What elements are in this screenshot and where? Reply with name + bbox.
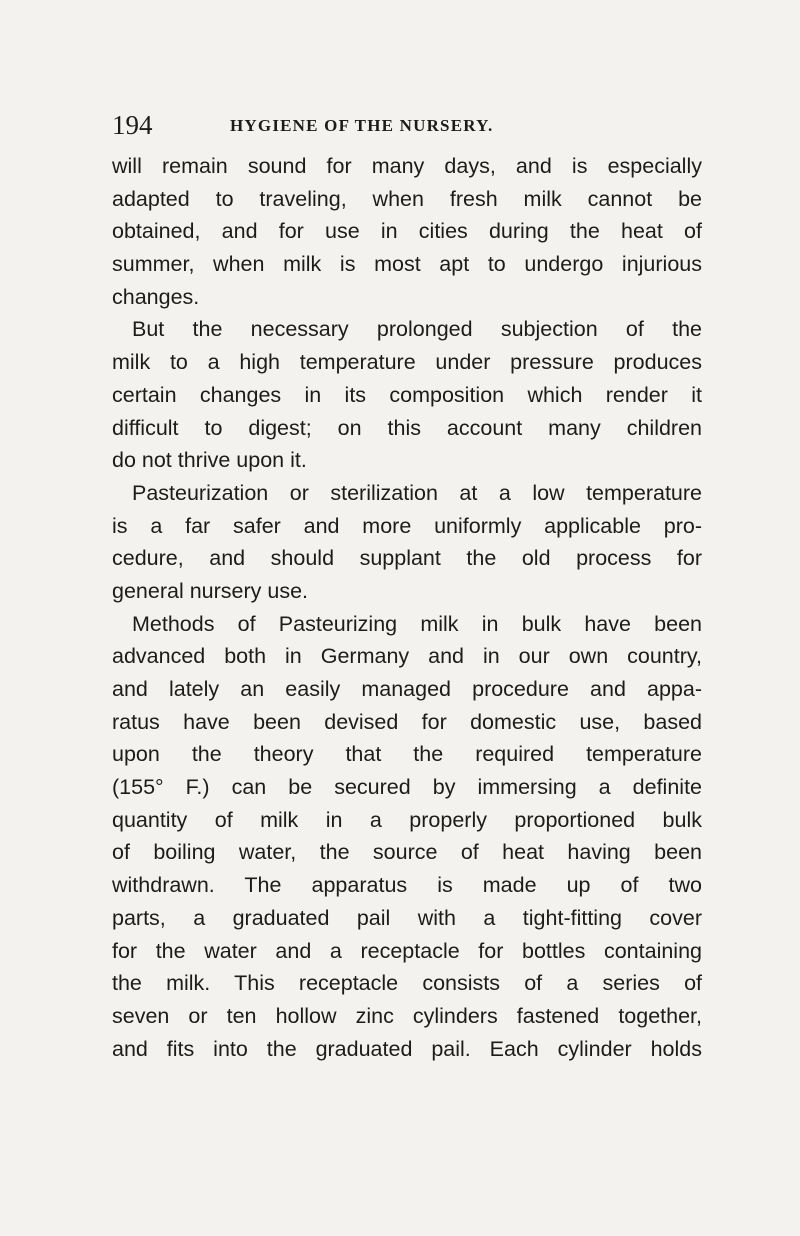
text-line: seven or ten hollow zinc cylinders fastened together,	[112, 1003, 702, 1028]
text-line: milk to a high temperature under pressure produces	[112, 350, 702, 375]
page-number: 194	[112, 110, 153, 140]
text-line: for the water and a receptacle for bottles containing	[112, 938, 702, 963]
body-text	[112, 150, 702, 1065]
text-line: of boiling water, the source of heat having been	[112, 840, 702, 865]
text-line: advanced both in Germany and in our own country,	[112, 644, 702, 669]
text-line: the milk. This receptacle consists of a series of	[112, 971, 702, 996]
text-line: difficult to digest; on this account many children	[112, 415, 702, 440]
text-line: and fits into the graduated pail. Each cylinder holds	[112, 1036, 702, 1061]
text-line: quantity of milk in a properly proportioned bulk	[112, 807, 702, 832]
text-line: cedure, and should supplant the old process for	[112, 546, 702, 571]
text-line: obtained, and for use in cities during the heat of	[112, 219, 702, 244]
text-line: Methods of Pasteurizing milk in bulk have been	[132, 611, 702, 636]
text-line: upon the theory that the required temperature	[112, 742, 702, 767]
text-line: But the necessary prolonged subjection of the	[132, 317, 702, 342]
text-line: adapted to traveling, when fresh milk cannot be	[112, 186, 702, 211]
text-line: summer, when milk is most apt to undergo injurious	[112, 252, 702, 277]
page-header	[112, 108, 702, 142]
text-line: is a far safer and more uniformly applicable pro-	[112, 513, 702, 538]
text-line: do not thrive upon it.	[112, 448, 307, 473]
text-line: (155° F.) can be secured by immersing a definite	[112, 775, 702, 800]
text-line: certain changes in its composition which render it	[112, 382, 702, 407]
text-line: Pasteurization or sterilization at a low temperature	[132, 480, 702, 505]
running-head: HYGIENE OF THE NURSERY.	[230, 116, 494, 135]
text-line: changes.	[112, 284, 200, 309]
text-line: and lately an easily managed procedure and appa-	[112, 677, 702, 701]
text-line: ratus have been devised for domestic use, based	[112, 709, 702, 734]
text-line: withdrawn. The apparatus is made up of two	[112, 873, 702, 898]
text-line: will remain sound for many days, and is especially	[112, 154, 702, 178]
text-line: parts, a graduated pail with a tight-fitting cover	[112, 905, 702, 930]
text-line: general nursery use.	[112, 578, 308, 603]
